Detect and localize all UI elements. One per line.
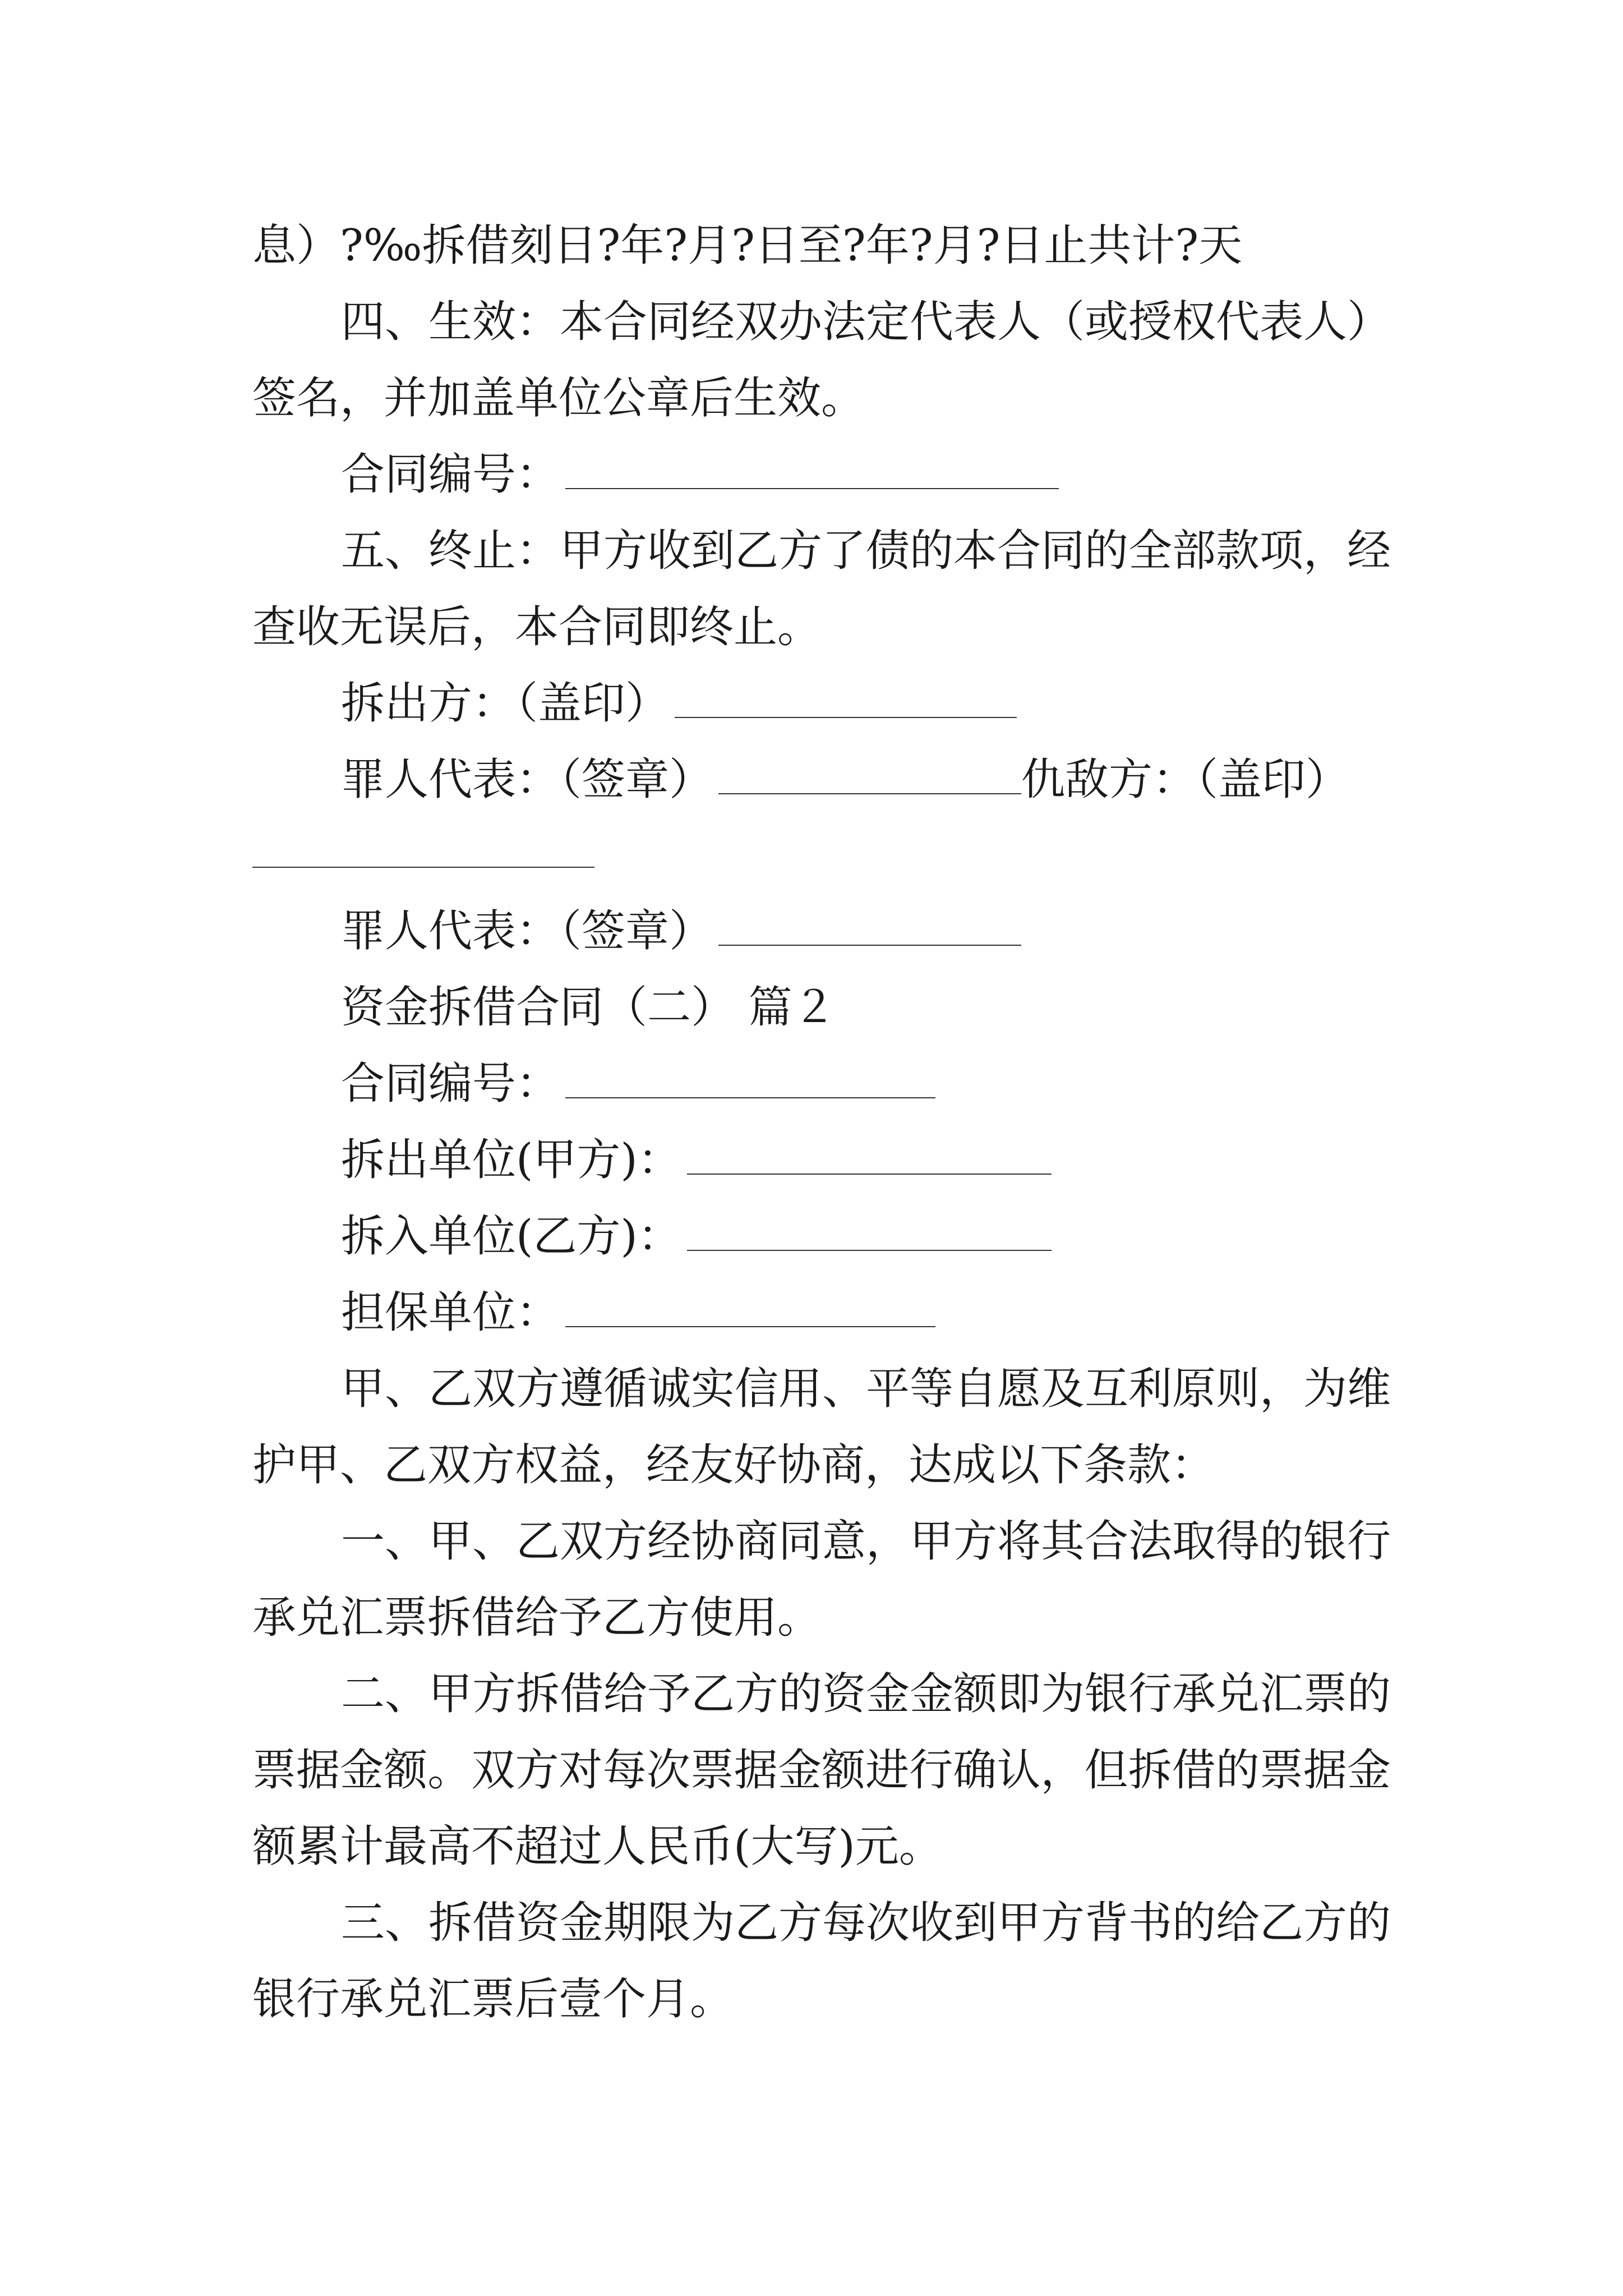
- lender-seal-label: 拆出方：（盖印）: [341, 678, 670, 729]
- representative-sign-blank-2[interactable]: [718, 908, 1021, 946]
- representative-sign-label-2: 罪人代表：（签章）: [341, 906, 713, 956]
- lender-seal-row: [252, 665, 1391, 742]
- representative-sign-blank-1[interactable]: [718, 756, 1021, 794]
- lender-seal-blank[interactable]: [675, 680, 1017, 718]
- text-block-bottom: [252, 893, 1391, 2037]
- lender-unit-row: [252, 1122, 1391, 1198]
- representative-sign-label-1: 罪人代表：（签章）: [341, 754, 713, 805]
- guarantor-row: [252, 1274, 1391, 1351]
- contract-number-label-1: 合同编号：: [341, 449, 560, 500]
- representative-sign-row-2: [252, 893, 1391, 969]
- preamble-paragraph: 甲、乙双方遵循诚实信用、平等自愿及互利原则，为维护甲、乙双方权益，经友好协商，达成以下条款：: [252, 1364, 1391, 1490]
- contract-number-row-2: [252, 1046, 1391, 1122]
- lender-unit-label: 拆出单位(甲方)：: [341, 1135, 681, 1185]
- contract-number-row-1: [252, 436, 1391, 513]
- opponent-seal-label: 仇敌方：（盖印）: [1021, 754, 1350, 805]
- contract-number-label-2: 合同编号：: [341, 1059, 560, 1109]
- contract-title-2: 资金拆借合同（二） 篇２: [341, 982, 836, 1033]
- borrower-unit-label: 拆入单位(乙方)：: [341, 1211, 681, 1262]
- interest-line: 息）?‰拆借刻日?年?月?日至?年?月?日止共计?天: [252, 220, 1243, 271]
- guarantor-label: 担保单位：: [341, 1287, 560, 1338]
- opponent-seal-blank[interactable]: [252, 867, 594, 868]
- clause-one: 一、甲、乙双方经协商同意，甲方将其合法取得的银行承兑汇票拆借给予乙方使用。: [252, 1516, 1391, 1643]
- lender-unit-blank[interactable]: [687, 1137, 1052, 1175]
- termination-clause: 五、终止：甲方收到乙方了债的本合同的全部款项，经查收无误后，本合同即终止。: [252, 526, 1391, 652]
- borrower-unit-row: [252, 1198, 1391, 1274]
- guarantor-blank[interactable]: [565, 1289, 935, 1327]
- clause-three: 三、拆借资金期限为乙方每次收到甲方背书的给乙方的银行承兑汇票后壹个月。: [252, 1898, 1391, 2024]
- contract-number-blank-2[interactable]: [565, 1060, 935, 1098]
- effective-clause: 四、生效：本合同经双办法定代表人（或授权代表人）签名，并加盖单位公章后生效。: [252, 297, 1391, 424]
- text-block-top: [252, 208, 1391, 818]
- representative-sign-row-1: [252, 742, 1391, 818]
- borrower-unit-blank[interactable]: [687, 1213, 1052, 1251]
- contract-number-blank-1[interactable]: [565, 451, 1059, 489]
- clause-two: 二、甲方拆借给予乙方的资金金额即为银行承兑汇票的票据金额。双方对每次票据金额进行确认，但拆借的票据金额累计最高不超过人民币(大写)元。: [252, 1669, 1391, 1872]
